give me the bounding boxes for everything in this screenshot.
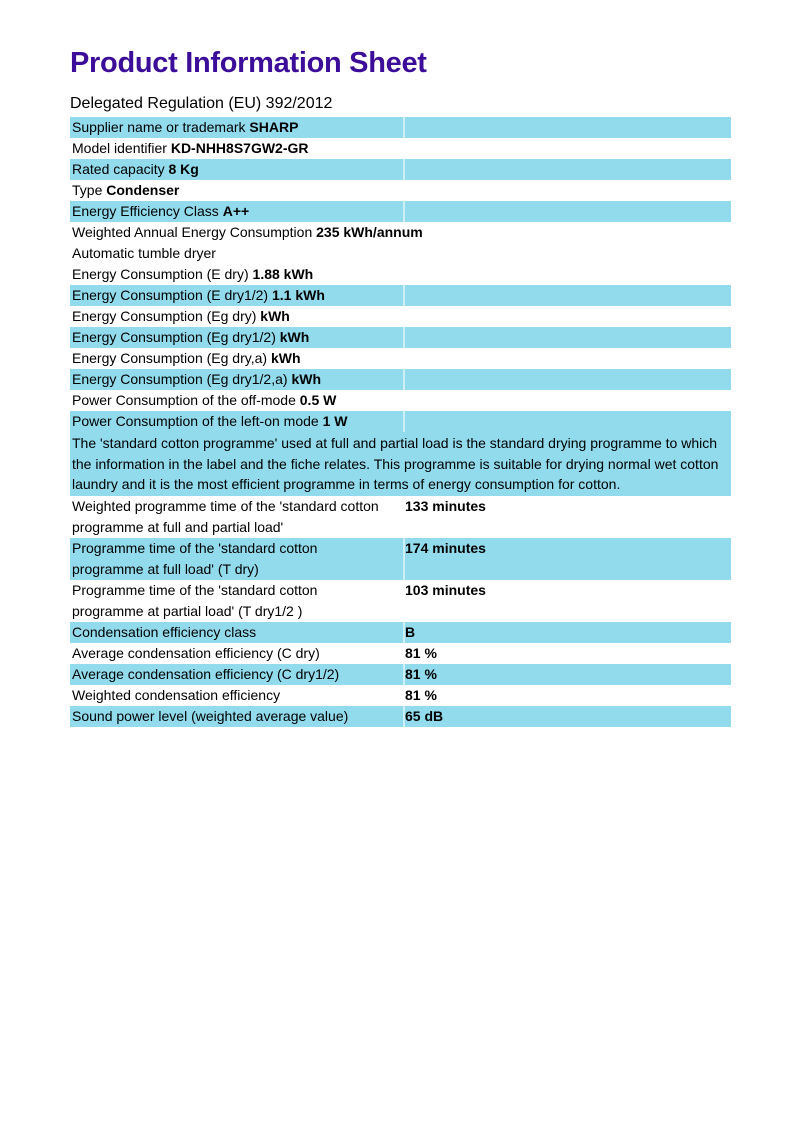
table-row: [70, 348, 731, 369]
table-row: [70, 159, 731, 180]
column-divider: [403, 285, 405, 306]
row-label: Supplier name or trademark SHARP: [72, 119, 299, 135]
table-row: [70, 706, 731, 727]
row-label: Energy Consumption (E dry1/2) 1.1 kWh: [72, 287, 325, 303]
column-divider: [403, 664, 405, 685]
column-divider: [403, 159, 405, 180]
row-label: Energy Consumption (E dry) 1.88 kWh: [72, 266, 314, 282]
column-divider: [403, 622, 405, 643]
product-info-table: [70, 117, 731, 727]
row-label: Energy Consumption (Eg dry1/2,a) kWh: [72, 371, 322, 387]
row-value: 133 minutes: [405, 497, 486, 514]
column-divider: [403, 117, 405, 138]
table-row: [70, 496, 731, 538]
row-label: Average condensation efficiency (C dry): [72, 644, 320, 661]
table-row: [70, 622, 731, 643]
page-title: Product Information Sheet: [70, 47, 427, 79]
row-value: B: [405, 623, 416, 640]
row-value: KD-NHH8S7GW2-GR: [166, 140, 309, 156]
row-value: 81 %: [405, 686, 437, 703]
document-content: [70, 46, 731, 727]
row-value: 1.88 kWh: [248, 266, 314, 282]
row-label: Programme time of the 'standard cotton programme at full load' (T dry): [72, 539, 318, 577]
row-label: Weighted condensation efficiency: [72, 686, 281, 703]
row-label: Power Consumption of the left-on mode 1 W: [72, 413, 348, 429]
table-row: [70, 306, 731, 327]
row-value: 8 Kg: [164, 161, 199, 177]
table-row: [70, 138, 731, 159]
table-row: [70, 285, 731, 306]
row-value: 0.5 W: [295, 392, 337, 408]
table-row: [70, 369, 731, 390]
row-value: Condenser: [102, 182, 180, 198]
table-row: [70, 264, 731, 285]
table-row: [70, 117, 731, 138]
row-value: 174 minutes: [405, 539, 486, 556]
row-value: 1 W: [318, 413, 348, 429]
row-value: 81 %: [405, 644, 437, 661]
row-label: Programme time of the 'standard cotton programme at partial load' (T dry1/2 ): [72, 581, 318, 619]
column-divider: [403, 706, 405, 727]
row-value: kWh: [275, 329, 310, 345]
column-divider: [403, 327, 405, 348]
row-value: 1.1 kWh: [268, 287, 325, 303]
table-row: [70, 580, 731, 622]
row-value: kWh: [287, 371, 322, 387]
column-divider: [403, 201, 405, 222]
row-value: 103 minutes: [405, 581, 486, 598]
table-row: [70, 390, 731, 411]
row-label: Type Condenser: [72, 182, 180, 198]
row-label: Power Consumption of the off-mode 0.5 W: [72, 392, 337, 408]
row-label: Condensation efficiency class: [72, 623, 257, 640]
row-label: Weighted Annual Energy Consumption 235 kWh/annum: [72, 224, 423, 240]
row-value: 235 kWh/annum: [312, 224, 423, 240]
table-row: [70, 201, 731, 222]
row-label: Energy Consumption (Eg dry,a) kWh: [72, 350, 301, 366]
table-row: [70, 243, 731, 264]
table-row: [70, 685, 731, 706]
table-row: [70, 411, 731, 432]
row-label: Automatic tumble dryer: [72, 245, 216, 261]
column-divider: [403, 411, 405, 432]
row-value: kWh: [256, 308, 290, 324]
row-value: kWh: [267, 350, 301, 366]
table-row: [70, 432, 731, 496]
row-label: Model identifier KD-NHH8S7GW2-GR: [72, 140, 309, 156]
row-value: 65 dB: [405, 707, 444, 724]
table-row: [70, 664, 731, 685]
row-label: Energy Efficiency Class A++: [72, 203, 250, 219]
row-value: SHARP: [245, 119, 299, 135]
standard-programme-note: The 'standard cotton programme' used at full and partial load is the standard drying programme to which the information in the label and the fiche relates. This programme is suitable for drying normal wet cotton laundry and it is the most efficient programme in terms of energy consumption for cotton.: [72, 435, 719, 492]
row-label: Weighted programme time of the 'standard cotton programme at full and partial load': [72, 497, 379, 535]
table-row: [70, 222, 731, 243]
row-label: Sound power level (weighted average value): [72, 707, 349, 724]
table-row: [70, 327, 731, 348]
column-divider: [403, 369, 405, 390]
row-value: A++: [218, 203, 250, 219]
row-label: Energy Consumption (Eg dry) kWh: [72, 308, 290, 324]
row-label: Average condensation efficiency (C dry1/2): [72, 665, 340, 682]
row-label: Rated capacity 8 Kg: [72, 161, 199, 177]
regulation-subtitle: Delegated Regulation (EU) 392/2012: [70, 95, 333, 112]
row-value: 81 %: [405, 665, 437, 682]
row-label: Energy Consumption (Eg dry1/2) kWh: [72, 329, 310, 345]
table-row: [70, 643, 731, 664]
column-divider: [403, 538, 405, 580]
table-row: [70, 538, 731, 580]
table-row: [70, 180, 731, 201]
